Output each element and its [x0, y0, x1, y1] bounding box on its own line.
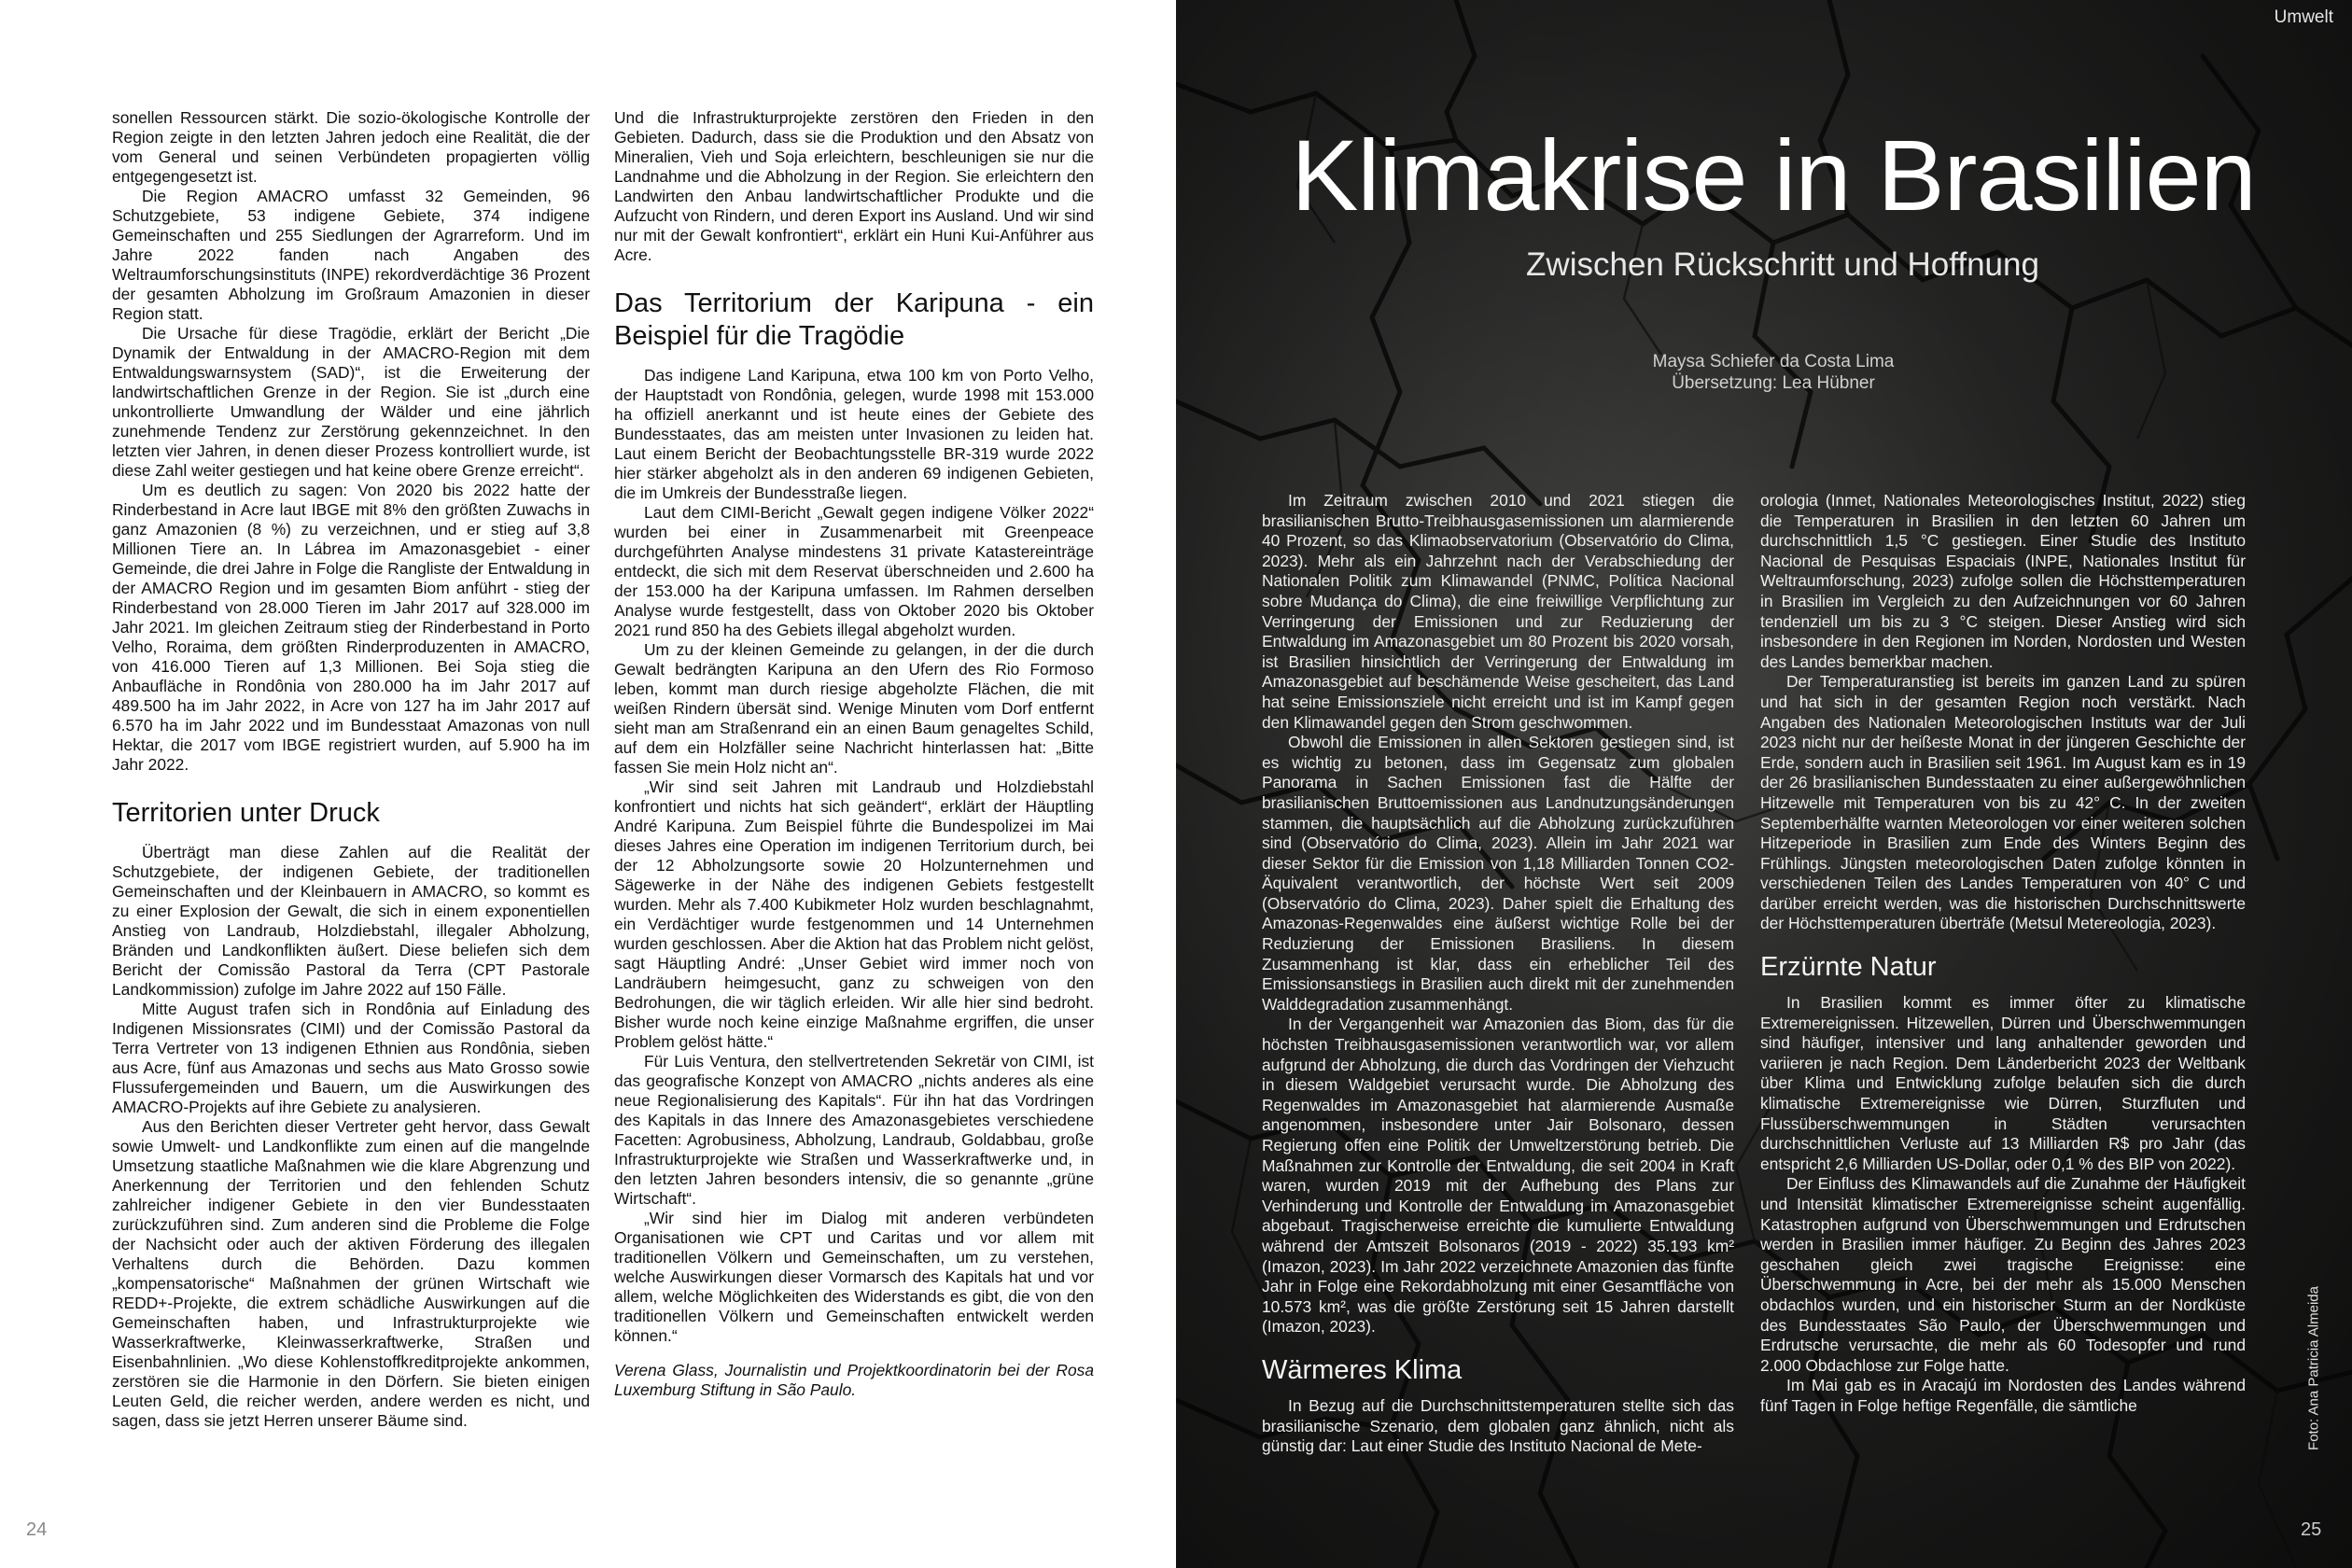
article-subtitle: Zwischen Rückschritt und Hoffnung	[1526, 246, 2039, 283]
section-heading: Erzürnte Natur	[1760, 952, 1937, 983]
paragraph: Das indigene Land Karipuna, etwa 100 km von Porto Velho, der Hauptstadt von Rondônia, gelegen, wurde 1998 mit 153.000 ha offiziell anerkannt und ist heute eines der Gebiete des Bundesstaates, das am meisten unter Invasionen zu leiden hat. Laut einem Bericht der Beobachtungsstelle BR-319 wurde 2022 hier stärker abgeholzt als in den anderen 69 indigenen Gebieten, die im Umkreis der Bundesstraße liegen.	[614, 366, 1094, 502]
paragraph: Im Mai gab es in Aracajú im Nordosten des Landes während fünf Tagen in Folge heftige Regenfälle, die sämtliche	[1760, 1376, 2246, 1415]
photo-credit	[2305, 1282, 2322, 1454]
paragraph: „Wir sind seit Jahren mit Landraub und Holzdiebstahl konfrontiert und nichts hat sich geändert“, erklärt der Häuptling André Karipuna. Zum Beispiel führte die Bundespolizei im Mai dieses Jahres eine Operation im indigenen Territorium durch, bei der 12 Abholzungsorte sowie 20 Holzunternehmen und Sägewerke in der Nähe des indigenen Gebiets festgestellt wurden. Mehr als 7.400 Kubikmeter Holz wurden beschlagnahmt, ein Verdächtiger wurde festgenommen und 14 Unternehmen wurden geschlossen. Aber die Aktion hat das Problem nicht gelöst, sagt Häuptling André: „Unser Gebiet wird immer noch von Landräubern heimgesucht, ganz zu schweigen von den Bedrohungen, die wir täglich erleiden. Wir alle hier sind bedroht. Bisher wurde noch keine einzige Maßnahme ergriffen, die unser Problem gelöst hätte.“	[614, 777, 1094, 1051]
paragraph: Überträgt man diese Zahlen auf die Realität der Schutzgebiete, der indigenen Gebiete, der traditionellen Gemeinschaften und der Kleinbauern in AMACRO, so kommt es zu einer Explosion der Gewalt, die sich in einem exponentiellen Anstieg von Landraub, Holzdiebstahl, illegaler Abholzung, Bränden und Landkonflikten äußert. Diese beliefen sich dem Bericht der Comissão Pastoral da Terra (CPT Pastorale Landkommission) zufolge im Jahre 2022 auf 150 Fälle.	[112, 843, 590, 999]
paragraph: Aus den Berichten dieser Vertreter geht hervor, dass Gewalt sowie Umwelt- und Landkonflikte zum einen auf die mangelnde Umsetzung staatliche Maßnahmen wie die klare Abgrenzung und Anerkennung der Territorien und den fehlenden Schutz zahlreicher indigener Gebiete in den vier Bundesstaaten zurückzuführen sind. Zum anderen sind die Probleme die Folge der Nachsicht oder auch der aktiven Förderung des illegalen Verhaltens durch die Behörden. Dazu kommen „kompensatorische“ Maßnahmen der grünen Wirtschaft wie REDD+-Projekte, die extrem schädliche Auswirkungen auf die Gemeinschaften haben, und Infrastrukturprojekte wie Wasserkraftwerke, Kleinwasserkraftwerke, Straßen und Eisenbahnlinien. „Wo diese Kohlenstoffkreditprojekte ankommen, zerstören sie die Harmonie in den Dörfern. Sie bieten einigen Leuten Geld, die reicher werden, andere werden es nicht, und sagen, dass sie jetzt Herren unserer Bäume sind.	[112, 1117, 590, 1430]
paragraph: Mitte August trafen sich in Rondônia auf Einladung des Indigenen Missionsrates (CIMI) und der Comissão Pastoral da Terra Vertreter von 13 indigenen Ethnien aus Rondônia, sieben aus Acre, fünf aus Amazonas und sechs aus Mato Grosso sowie Flussufergemeinden und Bauern, um die Auswirkungen des AMACRO-Projekts auf ihre Gebiete zu analysieren.	[112, 1000, 590, 1116]
section-heading: Das Territorium der Karipuna - ein Beispiel für die Tragödie	[614, 288, 1094, 351]
paragraph: Für Luis Ventura, den stellvertretenden Sekretär von CIMI, ist das geografische Konzept von AMACRO „nichts anderes als eine neue Regionalisierung des Kapitals“. Für ihn hat das Vordringen des Kapitals in das Innere des Amazonasgebietes verschiedene Facetten: Agrobusiness, Abholzung, Landraub, Goldabbau, große Infrastrukturprojekte wie Straßen und Wasserkraftwerke und, in den letzten Jahren besonders intensiv, die so genannte „grüne Wirtschaft“.	[614, 1052, 1094, 1208]
section-heading: Territorien unter Druck	[112, 798, 380, 828]
paragraph: Im Zeitraum zwischen 2010 und 2021 stiegen die brasilianischen Brutto-Treibhausgasemissionen um alarmierende 40 Prozent, so das Klimaobservatorium (Observatório do Clima, 2023). Mehr als ein Jahrzehnt nach der Verabschiedung der Nationalen Politik zum Klimawandel (PNMC, Política Nacional sobre Mudança do Clima), die eine freiwillige Verpflichtung zur Verringerung der Emissionen und zur Reduzierung der Entwaldung im Amazonasgebiet um 80 Prozent bis 2020 vorsah, ist Brasilien hinsichtlich der Verringerung der Entwaldung im Amazonasgebiet auf beschämende Weise gescheitert, das Land hat seine Emissionsziele nicht erreicht und ist im Kampf gegen den Klimawandel gegen den Strom geschwommen.	[1262, 491, 1734, 732]
paragraph: Obwohl die Emissionen in allen Sektoren gestiegen sind, ist es wichtig zu betonen, dass im Gegensatz zum globalen Panorama in Sachen Emissionen fast die Hälfte der brasilianischen Bruttoemissionen aus Landnutzungsänderungen stammen, die hauptsächlich auf die Abholzung zurückzuführen sind (Observatório do Clima, 2023). Allein im Jahr 2021 war dieser Sektor für die Emission von 1,18 Milliarden Tonnen CO2-Äquivalent verantwortlich, der höchste Wert seit 2009 (Observatório do Clima, 2023). Daher spielt die Erhaltung des Amazonas-Regenwaldes eine äußerst wichtige Rolle bei der Reduzierung der Emissionen Brasiliens. In diesem Zusammenhang ist klar, dass ein erheblicher Teil des Emissionsanstiegs in Brasilien auch direkt mit der zunehmenden Walddegradation zusammenhängt.	[1262, 733, 1734, 1014]
page-number: 25	[2301, 1519, 2322, 1540]
paragraph: Der Einfluss des Klimawandels auf die Zunahme der Häufigkeit und Intensität klimatischer Extremereignisse scheint augenfällig. Katastrophen aufgrund von Überschwemmungen und Erdrutschen werden in Brasilien immer häufiger. Zu Beginn des Jahres 2023 geschahen gleich zwei tragische Ereignisse: eine Überschwemmung in Acre, bei der mehr als 15.000 Menschen obdachlos wurden, und ein historischer Sturm an der Nordküste des Bundesstaates São Paulo, der Überschwemmungen und Erdrutsche verursachte, die mehr als 60 Todesopfer und rund 2.000 Obdachlose zur Folge hatte.	[1760, 1174, 2246, 1375]
paragraph: orologia (Inmet, Nationales Meteorologisches Institut, 2022) stieg die Temperaturen in Brasilien in den letzten 60 Jahren um durchschnittlich 1,5 °C gestiegen. Einer Studie des Instituto Nacional de Pesquisas Espaciais (INPE, Nationales Institut für Weltraumforschung, 2023) zufolge sollen die Höchsttemperaturen in Brasilien im Vergleich zu den Aufzeichnungen vor 60 Jahren tendenziell um bis zu 3 °C steigen. Dieser Anstieg wird sich insbesondere in den Regionen im Norden, Nordosten und Westen des Landes bemerkbar machen.	[1760, 491, 2246, 671]
section-heading: Wärmeres Klima	[1262, 1354, 1463, 1385]
paragraph: Der Temperaturanstieg ist bereits im ganzen Land zu spüren und hat sich in der gesamten Region noch verstärkt. Nach Angaben des Nationalen Meteorologischen Instituts war der Juli 2023 nicht nur der heißeste Monat in der jüngeren Geschichte der Erde, sondern auch in Brasilien seit 1961. Im August kam es in 19 der 26 brasilianischen Bundesstaaten zu einer außergewöhnlichen Hitzewelle mit Temperaturen von bis zu 42° C. In der zweiten Septemberhälfte warnten Meteorologen vor einer weiteren solchen Hitzeperiode in Brasilien zum Ende des Winters Beginn des Frühlings. Jüngsten meteorologischen Daten zufolge könnten in verschiedenen Teilen des Landes Temperaturen von 40° C und darüber erreicht werden, was die historischen Durchschnittswerte der Höchsttemperaturen überträfe (Metsul Metereologia, 2023).	[1760, 672, 2246, 933]
paragraph: Und die Infrastrukturprojekte zerstören den Frieden in den Gebieten. Dadurch, dass sie die Produktion und den Absatz von Mineralien, Vieh und Soja erleichtern, beschleunigen sie nur die Landnahme und die Abholzung in der Region. Sie erleichtern den Landwirten den Anbau landwirtschaftlicher Produkte und die Aufzucht von Rindern, und deren Export ins Ausland. Und wir sind nur mit der Gewalt konfrontiert“, erklärt ein Huni Kui-Anführer aus Acre.	[614, 108, 1094, 264]
right-column-1	[1262, 491, 1734, 1457]
paragraph: Die Ursache für diese Tragödie, erklärt der Bericht „Die Dynamik der Entwaldung in der AMACRO-Region mit dem Entwaldungswarnsystem (SAD)“, ist die Erweiterung der landwirtschaftlichen Grenze in der Region. Sie ist „durch eine unkontrollierte Umwandlung der Wälder und eine jährlich zunehmende Tendenz zur Zerstörung gekennzeichnet. In den letzten vier Jahren, in denen dieser Prozess kontrolliert wurde, ist diese Zahl weiter gestiegen und hat keine obere Grenze erreicht“.	[112, 324, 590, 480]
author-name: Maysa Schiefer da Costa Lima	[1652, 352, 1895, 371]
left-column-1	[112, 108, 590, 1431]
photo-credit-text: Foto: Ana Patricia Almeida	[2305, 1286, 2322, 1450]
paragraph: In Bezug auf die Durchschnittstemperaturen stellte sich das brasilianische Szenario, dem globalen ganz ähnlich, nicht als günstig dar: Laut einer Studie des Instituto Nacional de Mete-	[1262, 1395, 1734, 1456]
section-rubric: Umwelt	[2274, 7, 2333, 27]
paragraph: In Brasilien kommt es immer öfter zu klimatische Extremereignissen. Hitzewellen, Dürren und Überschwemmungen sind häufiger, intensiver und lang anhaltender geworden und variieren je nach Region. Dem Länderbericht 2023 der Weltbank über Klima und Entwicklung zufolge belaufen sich die durch klimatische Extremereignisse wie Dürren, Sturzfluten und Flussüberschwemmungen in Städten verursachten durchschnittlichen Verluste auf 13 Milliarden R$ pro Jahr (das entspricht 2,6 Milliarden US-Dollar, oder 0,1 % des BIP von 2022).	[1760, 993, 2246, 1173]
article-title: Klimakrise in Brasilien	[1291, 119, 2256, 231]
translator: Übersetzung: Lea Hübner	[1672, 373, 1875, 393]
byline	[1587, 351, 1960, 394]
page-number: 24	[26, 1519, 48, 1540]
paragraph: Die Region AMACRO umfasst 32 Gemeinden, 96 Schutzgebiete, 53 indigene Gebiete, 374 indigene Gemeinschaften und 255 Siedlungen der Agrarreform. Und im Jahre 2022 fanden nach Angaben des Weltraumforschungsinstituts (INPE) rekordverdächtige 36 Prozent der gesamten Abholzung im Großraum Amazonien in dieser Region statt.	[112, 187, 590, 323]
paragraph: In der Vergangenheit war Amazonien das Biom, das für die höchsten Treibhausgasemissionen verantwortlich war, vor allem aufgrund der Abholzung, die durch das Vordringen der Viehzucht in diesem Waldgebiet verursacht wurde. Die Abholzung des Regenwaldes im Amazonasgebiet hat alarmierende Ausmaße angenommen, insbesondere unter Jair Bolsonaro, dessen Regierung offen eine Politik der Umweltzerstörung betrieb. Die Maßnahmen zur Kontrolle der Entwaldung, die seit 2004 in Kraft waren, wurden 2019 mit der Aufhebung des Plans zur Verhinderung und Kontrolle der Entwaldung im Amazonasgebiet abgebaut. Tragischerweise erreichte die kumulierte Entwaldung während der Amtszeit Bolsonaros (2019 - 2022) 35.193 km² (Imazon, 2023). Im Jahr 2022 verzeichnete Amazonien das fünfte Jahr in Folge eine Rekordabholzung mit einer Gesamtfläche von 10.573 km², was die größte Zerstörung seit 15 Jahren darstellt (Imazon, 2023).	[1262, 1015, 1734, 1337]
paragraph: „Wir sind hier im Dialog mit anderen verbündeten Organisationen wie CPT und Caritas und vor allem mit traditionellen Völkern und Gemeinschaften, um zu verstehen, welche Auswirkungen dieser Vormarsch des Kapitals hat und vor allem, welche Möglichkeiten des Widerstands es gibt, die von den traditionellen Völkern und Gemeinschaften entwickelt werden können.“	[614, 1209, 1094, 1345]
left-column-2	[614, 108, 1094, 1400]
right-column-2	[1760, 491, 2246, 1417]
author-signature: Verena Glass, Journalistin und Projektkoordinatorin bei der Rosa Luxemburg Stiftung in São Paulo.	[614, 1361, 1094, 1399]
paragraph: sonellen Ressourcen stärkt. Die sozio-ökologische Kontrolle der Region zeigte in den letzten Jahren jedoch eine Realität, die der vom General und seinen Verbündeten propagierten völlig entgegengesetzt ist.	[112, 108, 590, 186]
paragraph: Um es deutlich zu sagen: Von 2020 bis 2022 hatte der Rinderbestand in Acre laut IBGE mit 8% den größten Zuwachs in ganz Amazonien (8 %) zu verzeichnen, und er stieg auf 3,8 Millionen Tiere an. In Lábrea im Amazonasgebiet - einer Gemeinde, die drei Jahre in Folge die Rangliste der Entwaldung in der AMACRO Region und im gesamten Biom anführt - stieg der Rinderbestand von 28.000 Tieren im Jahr 2017 auf 328.000 im Jahr 2021. Im gleichen Zeitraum stieg der Rinderbestand in Porto Velho, Roraima, dem größten Rinderproduzenten in AMACRO, von 416.000 Tieren auf 1,3 Millionen. Bei Soja stieg die Anbaufläche in Rondônia von 280.000 ha im Jahr 2017 auf 489.500 ha im Jahr 2022, in Acre von 127 ha im Jahr 2017 auf 6.570 ha im Jahr 2022 und im Bundesstaat Amazonas von null Hektar, die 2017 vom IBGE registriert wurden, auf 5.900 ha im Jahr 2022.	[112, 481, 590, 774]
paragraph: Laut dem CIMI-Bericht „Gewalt gegen indigene Völker 2022“ wurden bei einer in Zusammenarbeit mit Greenpeace durchgeführten Analyse mindestens 31 private Katastereinträge entdeckt, die sich mit dem Reservat überschneiden und 2.600 ha der 153.000 ha der Karipuna umfassen. Im Rahmen derselben Analyse wurde festgestellt, dass von Oktober 2020 bis Oktober 2021 rund 850 ha des Gebiets illegal abgeholzt wurden.	[614, 503, 1094, 639]
paragraph: Um zu der kleinen Gemeinde zu gelangen, in der die durch Gewalt bedrängten Karipuna an den Ufern des Rio Formoso leben, kommt man durch riesige abgeholzte Flächen, die mit weißen Rindern übersät sind. Wenige Minuten vom Dorf entfernt sieht man am Straßenrand ein an einen Baum genageltes Schild, auf dem ein Holzfäller seine Nachricht hinterlassen hat: „Bitte fassen Sie mein Holz nicht an“.	[614, 640, 1094, 777]
